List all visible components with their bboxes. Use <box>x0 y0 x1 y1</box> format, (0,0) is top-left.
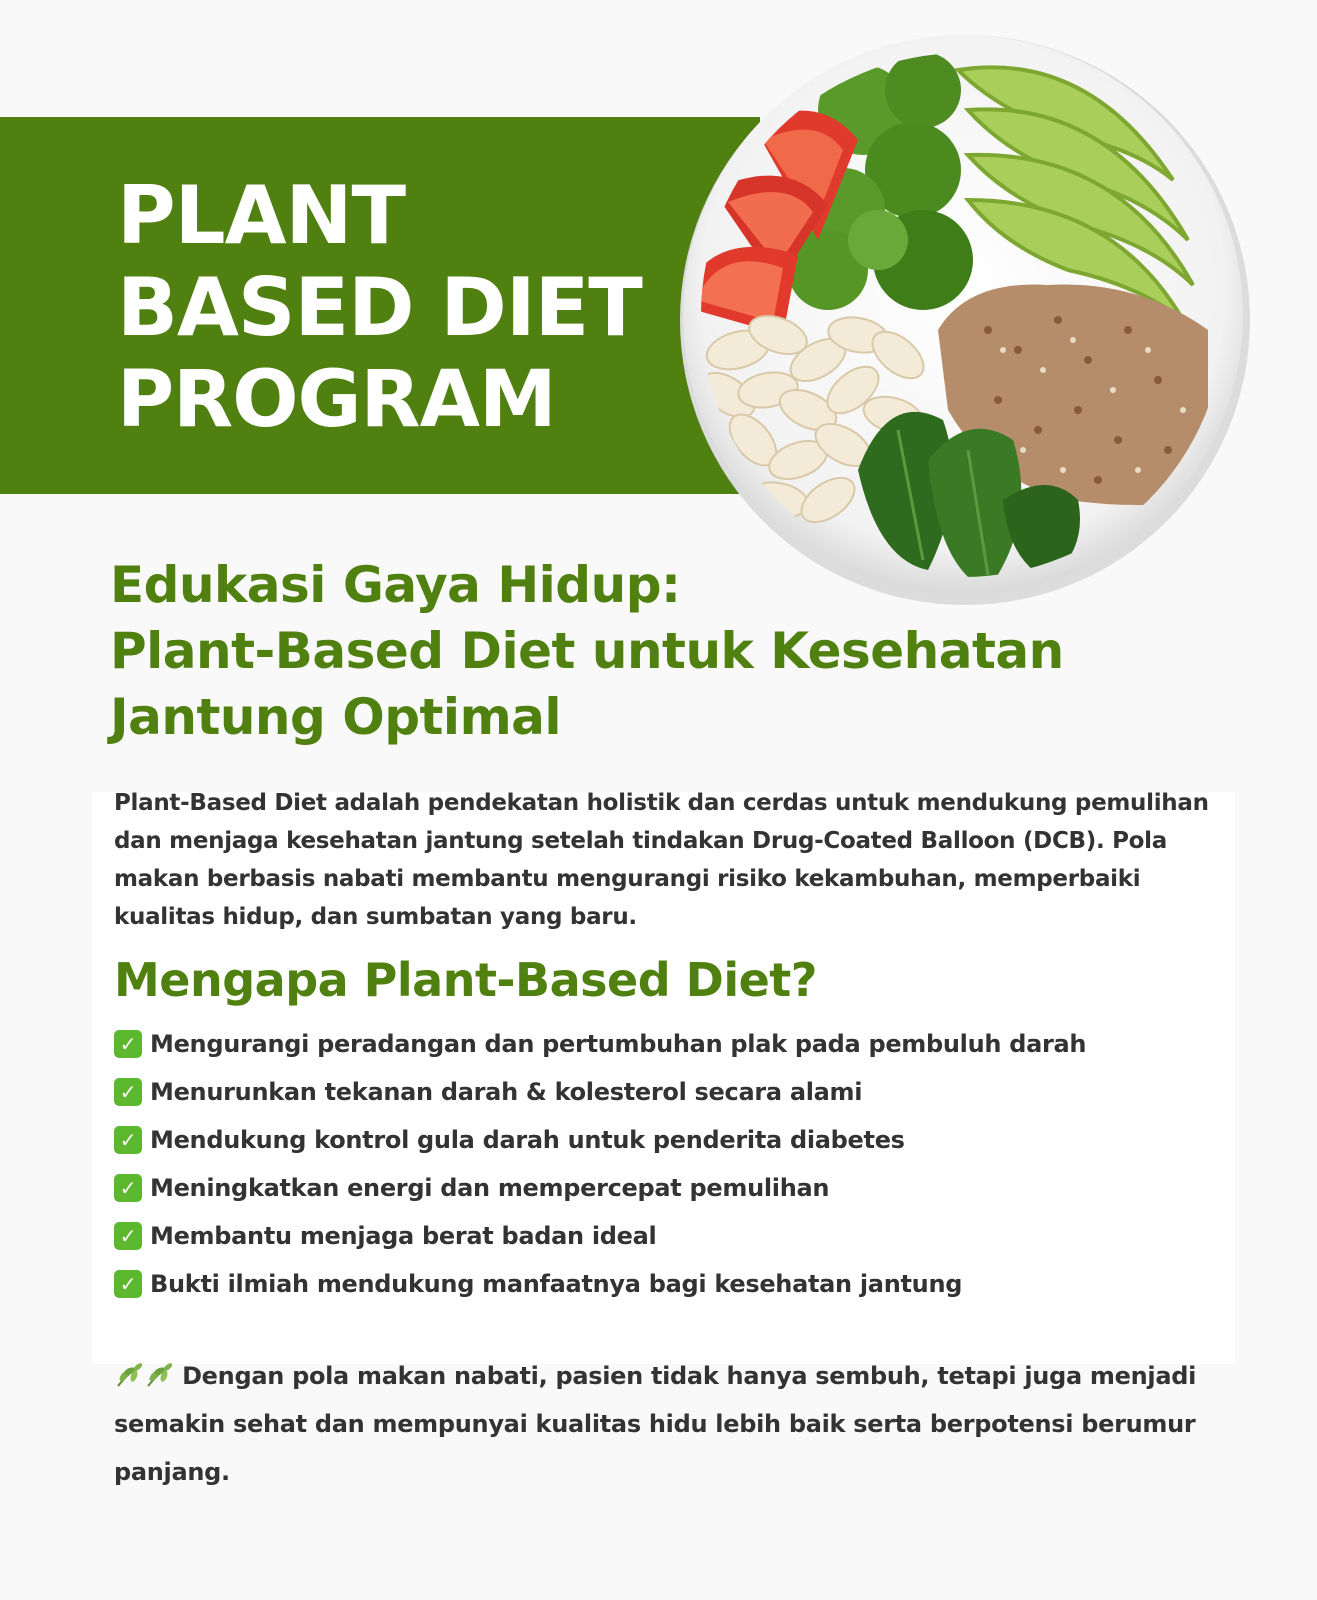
banner-title-line: BASED DIET <box>117 261 642 354</box>
benefit-text: Menurunkan tekanan darah & kolesterol secara alami <box>150 1078 863 1106</box>
benefit-text: Membantu menjaga berat badan ideal <box>150 1222 657 1250</box>
subtitle-line: Plant-Based Diet untuk Kesehatan <box>110 622 1064 680</box>
check-mark-icon: ✓ <box>114 1222 142 1250</box>
banner-title <box>117 170 642 446</box>
subtitle-line: Edukasi Gaya Hidup: <box>110 556 681 614</box>
check-mark-icon: ✓ <box>114 1078 142 1106</box>
closing-paragraph <box>114 1352 1234 1496</box>
salad-plate-illustration <box>668 30 1258 610</box>
list-item <box>114 1116 1086 1164</box>
list-item <box>114 1260 1086 1308</box>
section-subtitle <box>110 552 1064 750</box>
benefit-text: Mendukung kontrol gula darah untuk penderita diabetes <box>150 1126 905 1154</box>
list-item <box>114 1212 1086 1260</box>
herb-icon <box>144 1362 174 1388</box>
benefit-text: Meningkatkan energi dan mempercepat pemulihan <box>150 1174 830 1202</box>
list-item <box>114 1164 1086 1212</box>
list-item <box>114 1068 1086 1116</box>
subtitle-line: Jantung Optimal <box>110 688 562 746</box>
benefit-text: Mengurangi peradangan dan pertumbuhan plak pada pembuluh darah <box>150 1030 1087 1058</box>
closing-text: Dengan pola makan nabati, pasien tidak hanya sembuh, tetapi juga menjadi semakin sehat dan mempunyai kualitas hidu lebih baik serta berpotensi berumur panjang. <box>114 1362 1197 1486</box>
check-mark-icon: ✓ <box>114 1030 142 1058</box>
herb-icon <box>114 1362 144 1388</box>
benefits-list <box>114 1020 1086 1308</box>
banner-title-line: PROGRAM <box>117 355 556 445</box>
intro-paragraph: Plant-Based Diet adalah pendekatan holistik dan cerdas untuk mendukung pemulihan dan menjaga kesehatan jantung setelah tindakan Drug-Coated Balloon (DCB). Pola makan berbasis nabati membantu mengurangi risiko kekambuhan, memperbaiki kualitas hidup, dan sumbatan yang baru. <box>114 790 1209 930</box>
check-mark-icon: ✓ <box>114 1174 142 1202</box>
banner-title-line: PLANT <box>117 169 406 262</box>
why-heading: Mengapa Plant-Based Diet? <box>114 953 817 1007</box>
check-mark-icon: ✓ <box>114 1270 142 1298</box>
check-mark-icon: ✓ <box>114 1126 142 1154</box>
benefit-text: Bukti ilmiah mendukung manfaatnya bagi kesehatan jantung <box>150 1270 963 1298</box>
list-item <box>114 1020 1086 1068</box>
